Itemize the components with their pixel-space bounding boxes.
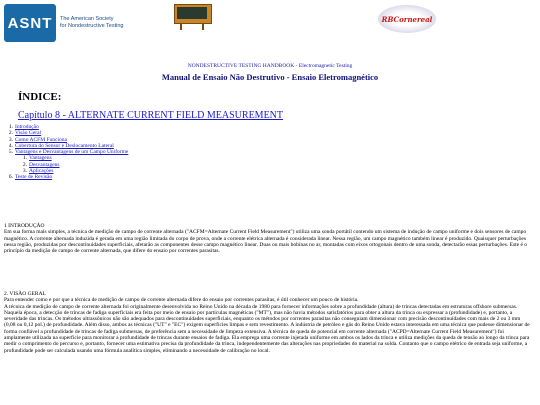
toc-number: 6. <box>8 174 13 181</box>
toc-link-aplicacoes[interactable]: Aplicações <box>29 168 54 175</box>
toc-link-visao-geral[interactable]: Visão Geral <box>15 130 42 137</box>
toc-link-desvantagens[interactable]: Desvantagens <box>29 161 60 168</box>
toc-number: 2. <box>8 130 13 137</box>
asnt-caption <box>60 16 124 30</box>
toc-link-cobertura-sensor[interactable]: Cobertura do Sensor e Deslocamento Lateral <box>15 142 114 149</box>
rbcornereal-logo[interactable] <box>378 5 436 33</box>
toc-number: 3. <box>8 136 13 143</box>
toc-number: 4. <box>8 142 13 149</box>
chalkboard-surface <box>177 7 207 19</box>
section-heading: 1 INTRODUÇÃO <box>4 223 45 229</box>
toc-item <box>5 174 128 180</box>
chalkboard-icon[interactable] <box>172 4 212 30</box>
toc-number: 5. <box>8 149 13 156</box>
page-title: Manual de Ensaio Não Destrutivo - Ensaio Eletromagnético <box>161 72 379 82</box>
toc-number: 3. <box>22 168 27 175</box>
asnt-caption-line1: The American Society <box>60 16 114 22</box>
chalkboard-leg-left <box>180 23 182 30</box>
asnt-mark: ASNT <box>4 4 56 42</box>
toc-link-como-acfm-funciona[interactable]: Como ACFM Funciona <box>15 136 67 143</box>
section-visao-geral <box>4 291 532 354</box>
section-paragraph: Para entender como e por que a técnica de medição de campo de corrente alternada difere do ensaio por correntes parasitas, é útil conhecer um pouco de história. <box>4 297 359 304</box>
toc-number: 2. <box>22 161 27 168</box>
section-paragraph: A técnica de medição de campo de corrente alternada foi originalmente desenvolvida no Reino Unido na década de 1980 para fornecer informações sobre a profundidade (altura) de trincas detectadas em estruturas offshore submersas. Naquela época, a detecção de trincas de fadiga superficiais era feita por meio de ensaio por partículas magnéticas ("MT"), mas não havia métodos satisfatórios para obter a altura da trinca ou expressar a (profundidade) e, portanto, a severidade das trincas. Os métodos ultrassônicos não são adequados para descontinuidades superficiais, enquanto os métodos por correntes parasitas não conseguiam dimensionar com precisão descontinuidades com mais de 2 ou 3 mm (0,08 ou 0,12 pol.) de profundidade. Além disso, ambos as técnicas ("UT" e "EC") exigem superfícies limpas e sem revestimento. A indústria de petróleo e gás do Reino Unido estava interessada em uma técnica que pudesse dimensionar de forma confiável a profundidade de trincas de fadiga submersas, de preferência sem a necessidade de limpeza extensiva. A técnica de queda de potencial em corrente alternada ("ACPD=Alternate Current Field Measurement") foi amplamente utilizada na superfície para monitorar a profundidade de trincas durante ensaios de fadiga. Ela emprega uma corrente injetada uniforme em ambos os lados da trinca e utiliza medições da queda de tensão ao longo da trinca para medir o comprimento do percurso e, portanto, fornecer uma estimativa precisa da profundidade da trinca, independentemente das alterações nas propriedades do material na solda. Contanto que o campo elétrico de entrada seja uniforme, a profundidade pode ser calculada usando uma fórmula analítica simples, eliminando a necessidade de calibração no local. <box>4 303 530 354</box>
handbook-subtitle: NONDESTRUCTIVE TESTING HANDBOOK - Electromagnetic Testing <box>187 63 353 69</box>
chapter-link[interactable]: Capítulo 8 - ALTERNATE CURRENT FIELD MEASUREMENT <box>18 110 284 121</box>
toc-number: 1. <box>8 124 13 130</box>
toc-link-introducao[interactable]: Introdução <box>15 124 39 130</box>
toc-link-teste-revisao[interactable]: Teste de Revisão <box>15 174 53 181</box>
asnt-caption-line2: for Nondestructive Testing <box>60 23 124 29</box>
asnt-logo[interactable] <box>4 4 124 42</box>
toc-link-vantagens[interactable]: Vantagens <box>29 155 52 162</box>
section-introducao <box>4 223 532 254</box>
table-of-contents <box>5 124 128 181</box>
section-paragraph: Em sua forma mais simples, a técnica de medição de campo de corrente alternada ("ACFM=Alternate Current Field Measurement") utiliza uma sonda portátil contendo um sistema de indução de campo uniforme e dois sensores de campo magnético. A corrente alternada induzida é gerada em uma região limitada do corpo de prova, onde a corrente elétrica alternada é considerada linear. Nessa região, um campo magnético também linear é produzido. Quaisquer perturbações nessa região, produzidas por descontinuidades superficiais, afetarão as componentes desse campo magnético linear. Duas ou mais bobinas no ar, montadas com eixos ortogonais dentro de uma sonda, detectarão essas perturbações. Este é o princípio da medição de campo de corrente alternada, que difere do ensaio por correntes parasitas. <box>4 229 528 255</box>
index-heading: ÍNDICE: <box>18 91 62 103</box>
section-heading: 2. VISÃO GERAL <box>4 291 46 297</box>
toc-number: 1. <box>22 155 27 162</box>
toc-link-vantagens-desvantagens[interactable]: Vantagens e Desvantagens de um Campo Uniforme <box>15 149 129 156</box>
chalkboard-leg-right <box>202 23 204 30</box>
rbcornereal-logo-text: RBCornereal <box>381 14 433 24</box>
